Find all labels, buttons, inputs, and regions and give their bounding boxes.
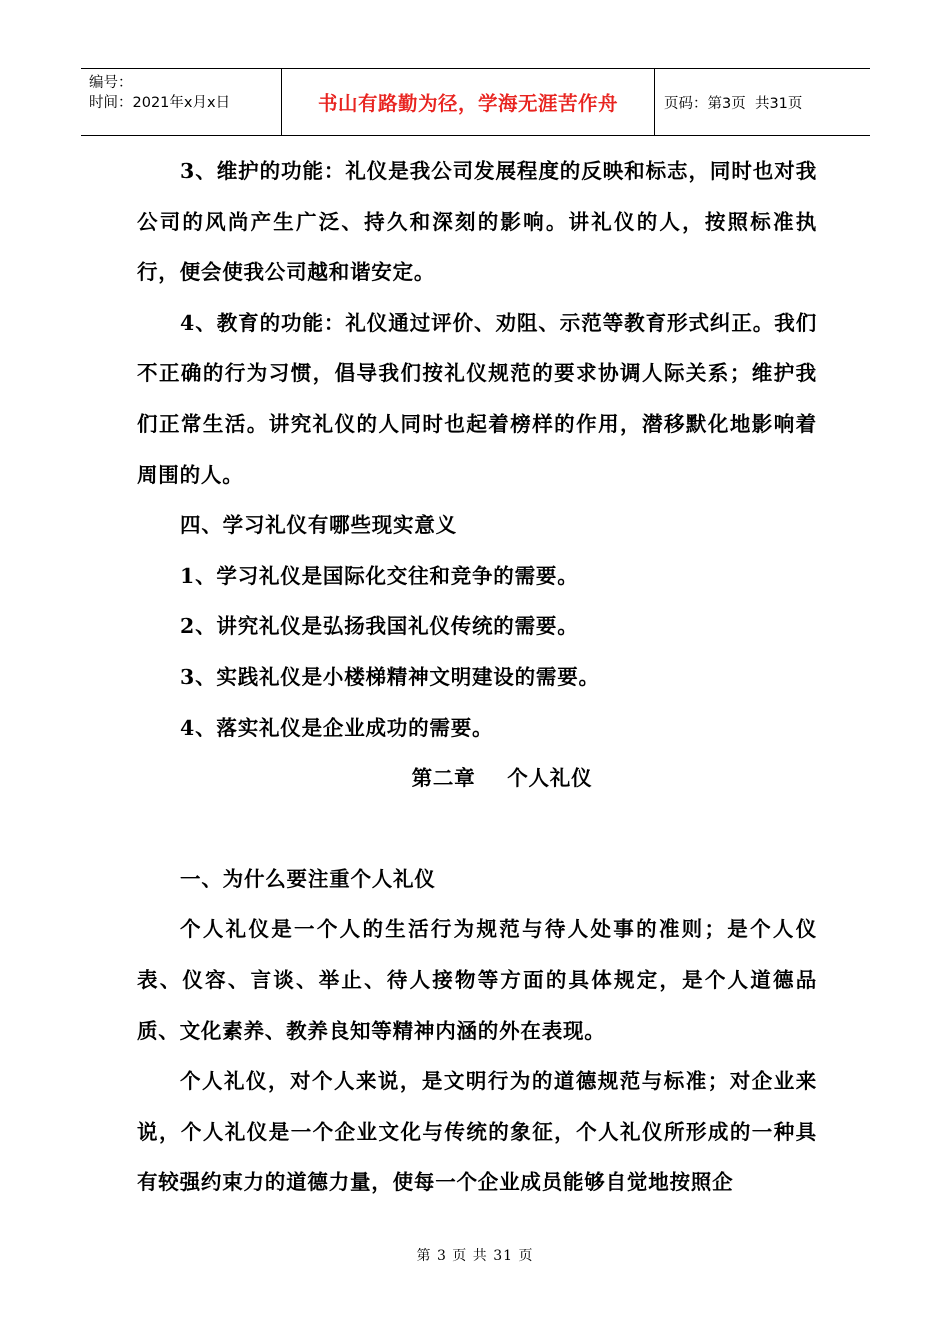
list-item-2: 2、讲究礼仪是弘扬我国礼仪传统的需要。: [180, 614, 579, 639]
list-item-1: 1、学习礼仪是国际化交往和竞争的需要。: [180, 563, 579, 588]
header-meta: [81, 69, 281, 135]
section-heading-why-personal-etiquette: 一、为什么要注重个人礼仪: [180, 866, 436, 891]
list-item-3: 3、实践礼仪是小楼梯精神文明建设的需要。: [180, 664, 600, 689]
paragraph-maintenance-function: 3、维护的功能：礼仪是我公司发展程度的反映和标志，同时也对我公司的风尚产生广泛、持久和深刻的影响。讲礼仪的人，按照标准执行，便会使我公司越和谐安定。: [137, 159, 817, 285]
chapter-title: 第二章 个人礼仪: [411, 766, 593, 791]
page-header: [81, 68, 870, 136]
header-page-info: [655, 69, 870, 135]
paragraph-personal-etiquette-definition: 个人礼仪是一个人的生活行为规范与待人处事的准则；是个人仪表、仪容、言谈、举止、待人接物等方面的具体规定，是个人道德品质、文化素养、教养良知等精神内涵的外在表现。: [137, 917, 817, 1043]
header-page-info-text: 页码：第3页 共31页: [664, 95, 803, 112]
header-motto: 书山有路勤为径，学海无涯苦作舟: [281, 69, 655, 135]
page-footer: 第 3 页 共 31 页: [416, 1248, 534, 1264]
list-item-4: 4、落实礼仪是企业成功的需要。: [180, 715, 494, 740]
document-number-label: 编号：: [89, 75, 133, 91]
document-date-label: 时间：2021年x月x日: [89, 95, 231, 111]
document-body: [137, 146, 817, 1208]
paragraph-personal-etiquette-significance: 个人礼仪，对个人来说，是文明行为的道德规范与标准；对企业来说，个人礼仪是一个企业文化与传统的象征，个人礼仪所形成的一种具有较强约束力的道德力量，使每一个企业成员能够自觉地按照企: [137, 1069, 817, 1195]
section-heading-practical-significance: 四、学习礼仪有哪些现实意义: [180, 513, 457, 538]
paragraph-education-function: 4、教育的功能：礼仪通过评价、劝阻、示范等教育形式纠正。我们不正确的行为习惯，倡导我们按礼仪规范的要求协调人际关系；维护我们正常生活。讲究礼仪的人同时也起着榜样的作用，潜移默化地影响着周围的人。: [137, 310, 817, 487]
